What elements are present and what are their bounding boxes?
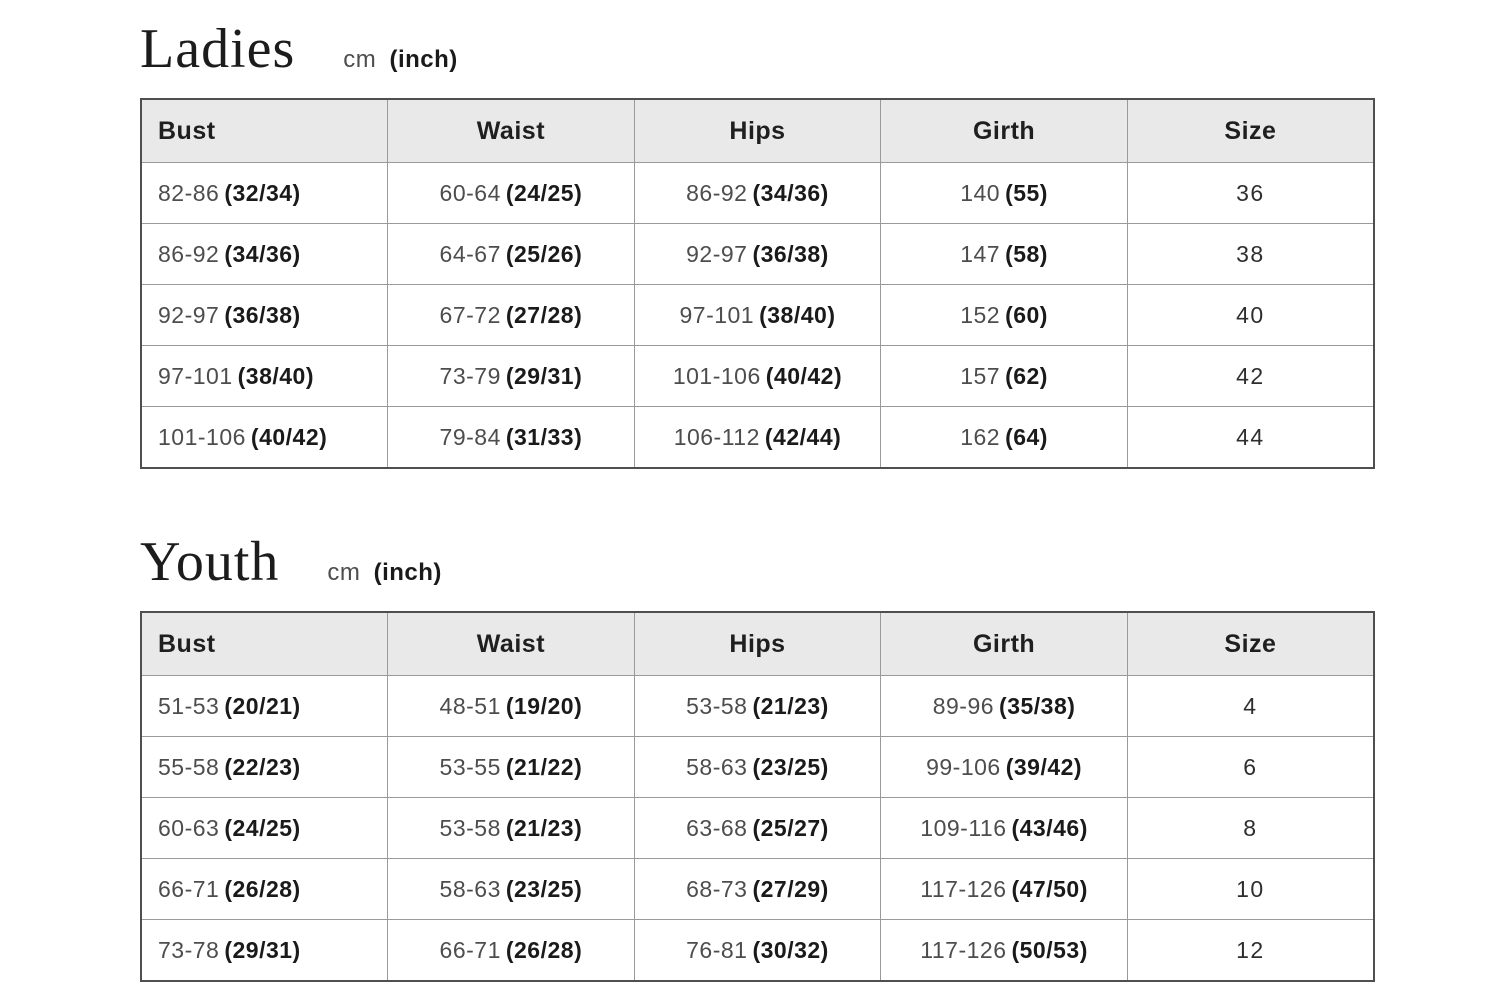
size-cell: 38 bbox=[1127, 224, 1374, 285]
header-row bbox=[141, 612, 1374, 676]
waist-cell bbox=[388, 920, 635, 982]
cm-value: 147 bbox=[960, 240, 1001, 267]
hips-cell bbox=[634, 407, 881, 469]
hips-cell bbox=[634, 285, 881, 346]
cm-value: 101-106 bbox=[158, 423, 246, 450]
table-row bbox=[141, 285, 1374, 346]
cm-value: 82-86 bbox=[158, 179, 220, 206]
inch-value: (26/28) bbox=[505, 936, 583, 963]
column-header-size: Size bbox=[1127, 99, 1374, 163]
inch-value: (29/31) bbox=[505, 362, 583, 389]
bust-cell bbox=[141, 798, 388, 859]
cm-value: 99-106 bbox=[926, 753, 1001, 780]
inch-value: (34/36) bbox=[224, 240, 301, 267]
cm-value: 117-126 bbox=[920, 936, 1007, 963]
girth-cell bbox=[881, 346, 1128, 407]
cm-value: 92-97 bbox=[686, 240, 748, 267]
inch-value: (36/38) bbox=[752, 240, 829, 267]
inch-value: (58) bbox=[1005, 240, 1048, 267]
girth-cell bbox=[881, 798, 1128, 859]
girth-cell bbox=[881, 737, 1128, 798]
column-header-hips: Hips bbox=[634, 612, 881, 676]
hips-cell bbox=[634, 346, 881, 407]
waist-cell bbox=[388, 163, 635, 224]
girth-cell bbox=[881, 163, 1128, 224]
waist-cell bbox=[388, 859, 635, 920]
column-header-waist: Waist bbox=[388, 612, 635, 676]
ladies-size-table bbox=[140, 98, 1375, 469]
cm-value: 89-96 bbox=[932, 692, 995, 719]
inch-value: (34/36) bbox=[752, 179, 829, 206]
inch-value: (64) bbox=[1005, 423, 1048, 450]
table-row bbox=[141, 920, 1374, 982]
cm-value: 92-97 bbox=[158, 301, 220, 328]
bust-cell bbox=[141, 163, 388, 224]
inch-value: (23/25) bbox=[752, 753, 829, 780]
column-header-girth: Girth bbox=[881, 612, 1128, 676]
bust-cell bbox=[141, 737, 388, 798]
cm-value: 157 bbox=[960, 362, 1001, 389]
cm-value: 48-51 bbox=[439, 692, 501, 719]
bust-cell bbox=[141, 920, 388, 982]
table-row bbox=[141, 407, 1374, 469]
hips-cell bbox=[634, 798, 881, 859]
inch-value: (42/44) bbox=[764, 423, 842, 450]
inch-value: (43/46) bbox=[1011, 814, 1088, 841]
table-row bbox=[141, 163, 1374, 224]
column-header-hips: Hips bbox=[634, 99, 881, 163]
waist-cell bbox=[388, 737, 635, 798]
bust-cell bbox=[141, 224, 388, 285]
inch-value: (21/23) bbox=[505, 814, 583, 841]
waist-cell bbox=[388, 224, 635, 285]
inch-value: (40/42) bbox=[765, 362, 843, 389]
inch-value: (27/29) bbox=[752, 875, 829, 902]
waist-cell bbox=[388, 676, 635, 737]
waist-cell bbox=[388, 285, 635, 346]
size-cell: 44 bbox=[1127, 407, 1374, 469]
inch-value: (35/38) bbox=[999, 692, 1076, 719]
size-cell: 6 bbox=[1127, 737, 1374, 798]
cm-value: 106-112 bbox=[673, 423, 760, 450]
cm-value: 162 bbox=[960, 423, 1001, 450]
hips-cell bbox=[634, 920, 881, 982]
hips-cell bbox=[634, 859, 881, 920]
unit-cm-label: cm bbox=[343, 46, 377, 73]
unit-inch-label: (inch) bbox=[373, 559, 442, 586]
cm-value: 64-67 bbox=[439, 240, 501, 267]
cm-value: 67-72 bbox=[439, 301, 501, 328]
column-header-waist: Waist bbox=[388, 99, 635, 163]
cm-value: 55-58 bbox=[158, 753, 220, 780]
inch-value: (38/40) bbox=[237, 362, 314, 389]
unit-label bbox=[343, 46, 458, 74]
column-header-bust: Bust bbox=[141, 612, 388, 676]
table-row bbox=[141, 676, 1374, 737]
youth-section-title bbox=[140, 529, 1500, 595]
girth-cell bbox=[881, 285, 1128, 346]
cm-value: 79-84 bbox=[439, 423, 501, 450]
inch-value: (60) bbox=[1005, 301, 1048, 328]
cm-value: 58-63 bbox=[439, 875, 501, 902]
girth-cell bbox=[881, 920, 1128, 982]
column-header-size: Size bbox=[1127, 612, 1374, 676]
cm-value: 53-55 bbox=[439, 753, 501, 780]
inch-value: (23/25) bbox=[505, 875, 583, 902]
cm-value: 86-92 bbox=[686, 179, 748, 206]
cm-value: 73-78 bbox=[158, 936, 220, 963]
column-header-girth: Girth bbox=[881, 99, 1128, 163]
ladies-section bbox=[140, 16, 1500, 469]
cm-value: 53-58 bbox=[439, 814, 501, 841]
cm-value: 58-63 bbox=[686, 753, 748, 780]
girth-cell bbox=[881, 676, 1128, 737]
table-row bbox=[141, 346, 1374, 407]
inch-value: (30/32) bbox=[752, 936, 829, 963]
bust-cell bbox=[141, 346, 388, 407]
header-row bbox=[141, 99, 1374, 163]
unit-inch-label: (inch) bbox=[389, 46, 458, 73]
girth-cell bbox=[881, 859, 1128, 920]
ladies-title: Ladies bbox=[140, 18, 296, 80]
inch-value: (31/33) bbox=[505, 423, 583, 450]
inch-value: (22/23) bbox=[224, 753, 301, 780]
cm-value: 109-116 bbox=[920, 814, 1007, 841]
cm-value: 63-68 bbox=[686, 814, 748, 841]
cm-value: 152 bbox=[960, 301, 1001, 328]
cm-value: 73-79 bbox=[439, 362, 501, 389]
inch-value: (55) bbox=[1005, 179, 1048, 206]
youth-title: Youth bbox=[140, 531, 280, 593]
inch-value: (38/40) bbox=[759, 301, 836, 328]
inch-value: (21/23) bbox=[752, 692, 829, 719]
cm-value: 140 bbox=[960, 179, 1001, 206]
cm-value: 86-92 bbox=[158, 240, 220, 267]
bust-cell bbox=[141, 676, 388, 737]
inch-value: (20/21) bbox=[224, 692, 301, 719]
youth-section bbox=[140, 529, 1500, 982]
hips-cell bbox=[634, 676, 881, 737]
cm-value: 97-101 bbox=[158, 362, 233, 389]
cm-value: 53-58 bbox=[686, 692, 748, 719]
hips-cell bbox=[634, 224, 881, 285]
cm-value: 66-71 bbox=[439, 936, 501, 963]
bust-cell bbox=[141, 859, 388, 920]
unit-cm-label: cm bbox=[327, 559, 361, 586]
inch-value: (36/38) bbox=[224, 301, 301, 328]
table-row bbox=[141, 859, 1374, 920]
cm-value: 97-101 bbox=[679, 301, 755, 328]
size-cell: 42 bbox=[1127, 346, 1374, 407]
bust-cell bbox=[141, 407, 388, 469]
waist-cell bbox=[388, 798, 635, 859]
inch-value: (25/27) bbox=[752, 814, 829, 841]
cm-value: 101-106 bbox=[672, 362, 761, 389]
inch-value: (29/31) bbox=[224, 936, 301, 963]
inch-value: (26/28) bbox=[224, 875, 301, 902]
bust-cell bbox=[141, 285, 388, 346]
inch-value: (25/26) bbox=[505, 240, 583, 267]
inch-value: (24/25) bbox=[505, 179, 583, 206]
cm-value: 66-71 bbox=[158, 875, 220, 902]
girth-cell bbox=[881, 407, 1128, 469]
hips-cell bbox=[634, 163, 881, 224]
cm-value: 76-81 bbox=[686, 936, 748, 963]
cm-value: 51-53 bbox=[158, 692, 220, 719]
size-cell: 4 bbox=[1127, 676, 1374, 737]
youth-size-table bbox=[140, 611, 1375, 982]
table-row bbox=[141, 737, 1374, 798]
inch-value: (39/42) bbox=[1005, 753, 1083, 780]
inch-value: (19/20) bbox=[505, 692, 583, 719]
cm-value: 60-64 bbox=[439, 179, 501, 206]
inch-value: (50/53) bbox=[1011, 936, 1088, 963]
table-row bbox=[141, 224, 1374, 285]
size-cell: 12 bbox=[1127, 920, 1374, 982]
cm-value: 60-63 bbox=[158, 814, 220, 841]
girth-cell bbox=[881, 224, 1128, 285]
unit-label bbox=[327, 559, 442, 587]
inch-value: (24/25) bbox=[224, 814, 301, 841]
waist-cell bbox=[388, 346, 635, 407]
size-cell: 10 bbox=[1127, 859, 1374, 920]
inch-value: (62) bbox=[1005, 362, 1048, 389]
column-header-bust: Bust bbox=[141, 99, 388, 163]
inch-value: (32/34) bbox=[224, 179, 301, 206]
inch-value: (40/42) bbox=[250, 423, 328, 450]
inch-value: (21/22) bbox=[505, 753, 583, 780]
cm-value: 68-73 bbox=[686, 875, 748, 902]
ladies-section-title bbox=[140, 16, 1500, 82]
waist-cell bbox=[388, 407, 635, 469]
size-cell: 8 bbox=[1127, 798, 1374, 859]
size-cell: 40 bbox=[1127, 285, 1374, 346]
inch-value: (47/50) bbox=[1011, 875, 1088, 902]
cm-value: 117-126 bbox=[920, 875, 1007, 902]
inch-value: (27/28) bbox=[505, 301, 583, 328]
size-cell: 36 bbox=[1127, 163, 1374, 224]
hips-cell bbox=[634, 737, 881, 798]
table-row bbox=[141, 798, 1374, 859]
